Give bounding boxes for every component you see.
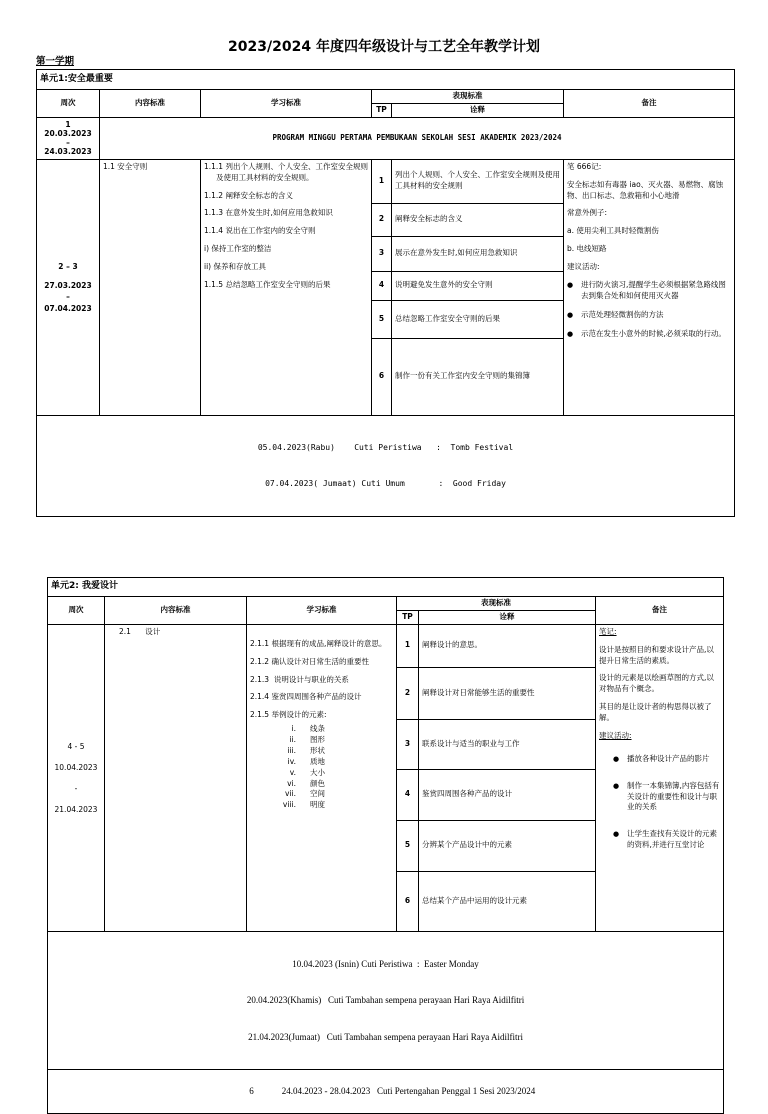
unit2-week-dash: - xyxy=(74,783,78,793)
unit2-week-end: 21.04.2023 xyxy=(54,804,98,814)
design-element xyxy=(250,746,393,757)
notes-bullet: ● 示范处理轻微割伤的方法 xyxy=(567,310,731,321)
header-desc: 诠释 xyxy=(419,610,596,624)
footer-week: 6 xyxy=(249,1086,254,1097)
design-element xyxy=(250,800,393,811)
element-number: i. xyxy=(291,724,296,734)
learning-item: 1.1.4 说出在工作室内的安全守则 xyxy=(204,226,316,236)
footer-cell xyxy=(48,1070,724,1114)
tp-number: 1 xyxy=(397,624,419,667)
learning-item: 1.1.3 在意外发生时,如何应用急救知识 xyxy=(204,208,333,218)
learning-item: 1.1.2 阐释安全标志的含义 xyxy=(204,190,293,200)
tp-description: 阐释安全标志的含义 xyxy=(392,203,564,236)
tp-description: 阐释设计对日常能够生活的重要性 xyxy=(419,667,596,719)
week2-range: 2 – 3 xyxy=(58,261,78,271)
tp-description: 列出个人规则、个人安全、工作室安全规则及使用工具材料的安全规则 xyxy=(392,159,564,203)
tp-number: 6 xyxy=(397,871,419,931)
notes-line: 设计是按照目的和要求设计产品,以提升日常生活的素质。 xyxy=(599,644,714,665)
header-learning: 学习标准 xyxy=(201,90,372,118)
element-label: 质地 xyxy=(310,756,325,766)
unit2-content-cell: 2.1 设计 xyxy=(105,624,247,931)
learning-item: i) 保持工作室的整洁 xyxy=(204,244,272,254)
unit1-title: 单元1:安全最重要 xyxy=(37,70,735,90)
notes-line: 其目的是让设计者的构思得以被了解。 xyxy=(599,702,712,722)
notes-line: 笔 666记: xyxy=(567,161,602,171)
element-label: 颜色 xyxy=(310,778,325,788)
holiday-line: 07.04.2023( Jumaat) Cuti Umum : Good Friday xyxy=(265,478,506,488)
header-perf: 表现标准 xyxy=(397,597,596,611)
notes-line: b. 电线短路 xyxy=(567,244,607,254)
tp-description: 分辨某个产品设计中的元素 xyxy=(419,820,596,871)
week1-end: 24.03.2023 xyxy=(44,147,92,157)
week2-cell xyxy=(37,159,100,415)
header-learning: 学习标准 xyxy=(247,597,397,625)
header-desc: 诠释 xyxy=(392,103,564,117)
learning-item: 2.1.5 举例设计的元素: xyxy=(250,710,327,720)
notes-line: 设计的元素是以绘画草图的方式,以对物品有个概念。 xyxy=(599,673,714,694)
holiday-line: 21.04.2023(Jumaat) Cuti Tambahan sempena perayaan Hari Raya Aidilfitri xyxy=(248,1031,523,1042)
footer-text: 24.04.2023 - 28.04.2023 Cuti Pertengahan Penggal 1 Sesi 2023/2024 xyxy=(281,1086,536,1097)
tp-number: 5 xyxy=(397,820,419,871)
week2-end: 07.04.2023 xyxy=(44,303,92,313)
header-notes: 备注 xyxy=(596,597,724,625)
notes-bullet: ● 进行防火演习,提醒学生必须根据紧急路线图去到集合处和如何使用灭火器 xyxy=(567,280,731,302)
learning-item: ii) 保养和存放工具 xyxy=(204,262,266,271)
design-element xyxy=(250,724,393,735)
tp-number: 4 xyxy=(397,769,419,820)
learning-item: 2.1.4 鉴赏四周围各种产品的设计 xyxy=(250,692,362,702)
week1-number: 1 xyxy=(65,120,71,130)
notes-line: 笔记: xyxy=(599,626,617,636)
unit2-week-range: 4 - 5 xyxy=(67,741,85,751)
unit2-holidays-cell xyxy=(48,931,724,1070)
header-week: 周次 xyxy=(37,90,100,118)
unit1-table xyxy=(36,69,735,517)
notes-bullet: ● 让学生查找有关设计的元素的资料,并进行互堂讨论 xyxy=(613,829,720,851)
tp-number: 4 xyxy=(372,271,392,300)
holiday-line: 05.04.2023(Rabu) Cuti Peristiwa : Tomb Festival xyxy=(257,442,514,452)
tp-description: 联系设计与适当的职业与工作 xyxy=(419,719,596,769)
unit2-notes-cell xyxy=(596,624,724,931)
unit1-notes-cell xyxy=(564,159,735,415)
header-tp: TP xyxy=(372,103,392,117)
learning-item: 2.1.2 确认设计对日常生活的重要性 xyxy=(250,656,369,666)
tp-number: 6 xyxy=(372,338,392,415)
tp-number: 2 xyxy=(372,203,392,236)
tp-number: 2 xyxy=(397,667,419,719)
tp-description: 总结某个产品中运用的设计元素 xyxy=(419,871,596,931)
holiday-line: 20.04.2023(Khamis) Cuti Tambahan sempena perayaan Hari Raya Aidilfitri xyxy=(246,995,525,1006)
notes-bullet: ● 制作一本集锦簿,内容包括有关设计的重要性和设计与职业的关系 xyxy=(613,781,720,814)
week1-dash: – xyxy=(66,138,70,148)
learning-item: 2.1.1 根据现有的成品,阐释设计的意思。 xyxy=(250,638,387,648)
element-label: 图形 xyxy=(310,735,325,744)
notes-line: 常意外例子: xyxy=(567,208,608,218)
unit2-week-start: 10.04.2023 xyxy=(54,762,98,772)
design-element xyxy=(250,789,393,800)
week2-dash: – xyxy=(66,292,70,302)
holiday-line: 10.04.2023 (Isnin) Cuti Peristiwa : Easter Monday xyxy=(292,959,479,970)
tp-description: 说明避免发生意外的安全守则 xyxy=(392,271,564,300)
unit2-table xyxy=(47,577,724,1114)
design-element xyxy=(250,768,393,779)
tp-number: 3 xyxy=(397,719,419,769)
header-perf: 表现标准 xyxy=(372,90,564,104)
notes-line: 建议活动: xyxy=(599,730,632,740)
notes-line: 建议活动: xyxy=(567,262,600,271)
tp-number: 1 xyxy=(372,159,392,203)
learning-item: 2.1.3 说明设计与职业的关系 xyxy=(250,674,349,684)
element-label: 形状 xyxy=(310,745,325,755)
tp-description: 总结忽略工作室安全守则的后果 xyxy=(392,300,564,338)
element-label: 明度 xyxy=(310,800,325,810)
tp-description: 阐释设计的意思。 xyxy=(419,624,596,667)
semester-label: 第一学期 xyxy=(36,56,75,67)
element-number: vii. xyxy=(285,789,296,799)
week2-start: 27.03.2023 xyxy=(44,281,92,290)
element-number: vi. xyxy=(287,778,296,788)
element-label: 大小 xyxy=(310,767,325,777)
element-label: 空间 xyxy=(310,789,325,799)
header-tp: TP xyxy=(397,610,419,624)
notes-line: a. 使用尖利工具时轻微割伤 xyxy=(567,226,659,236)
element-number: viii. xyxy=(282,800,296,810)
tp-description: 制作一份有关工作室内安全守则的集锦簿 xyxy=(392,338,564,415)
header-content: 内容标准 xyxy=(100,90,201,118)
tp-description: 鉴赏四周围各种产品的设计 xyxy=(419,769,596,820)
week1-cell xyxy=(37,117,100,159)
unit1-learning-cell xyxy=(201,159,372,415)
notes-bullet: ● 播放各种设计产品的影片 xyxy=(613,754,720,765)
header-week: 周次 xyxy=(48,597,105,625)
element-number: ii. xyxy=(289,735,296,744)
element-number: v. xyxy=(289,767,296,777)
notes-line: 安全标志如有毒器 iao、灭火器、易燃物、腐蚀物、出口标志、急救箱和小心地滑 xyxy=(567,179,724,200)
unit2-week-cell xyxy=(48,624,105,931)
tp-number: 3 xyxy=(372,236,392,271)
unit2-title: 单元2: 我爱设计 xyxy=(48,578,724,597)
notes-bullet: ● 示范在发生小意外的时候,必须采取的行动。 xyxy=(567,329,731,340)
tp-description: 展示在意外发生时,如何应用急救知识 xyxy=(392,236,564,271)
design-element xyxy=(250,735,393,746)
tp-number: 5 xyxy=(372,300,392,338)
header-notes: 备注 xyxy=(564,90,735,118)
design-element xyxy=(250,779,393,790)
design-element xyxy=(250,757,393,768)
element-label: 线条 xyxy=(310,724,325,734)
page-title: 2023/2024 年度四年级设计与工艺全年教学计划 xyxy=(228,39,540,55)
element-number: iv. xyxy=(287,756,296,766)
learning-item: 1.1.5 总结忽略工作室安全守则的后果 xyxy=(204,279,331,289)
header-content: 内容标准 xyxy=(105,597,247,625)
week1-start: 20.03.2023 xyxy=(44,129,92,139)
learning-item: 1.1.1 列出个人规则、个人安全、工作室安全规则及使用工具材料的安全规则。 xyxy=(204,161,368,182)
unit1-holidays-cell xyxy=(37,415,735,516)
unit1-content-cell: 1.1 安全守则 xyxy=(100,159,201,415)
element-number: iii. xyxy=(287,745,296,755)
program-text: PROGRAM MINGGU PERTAMA PEMBUKAAN SEKOLAH SESI AKADEMIK 2023/2024 xyxy=(100,117,735,159)
unit2-learning-cell xyxy=(247,624,397,931)
